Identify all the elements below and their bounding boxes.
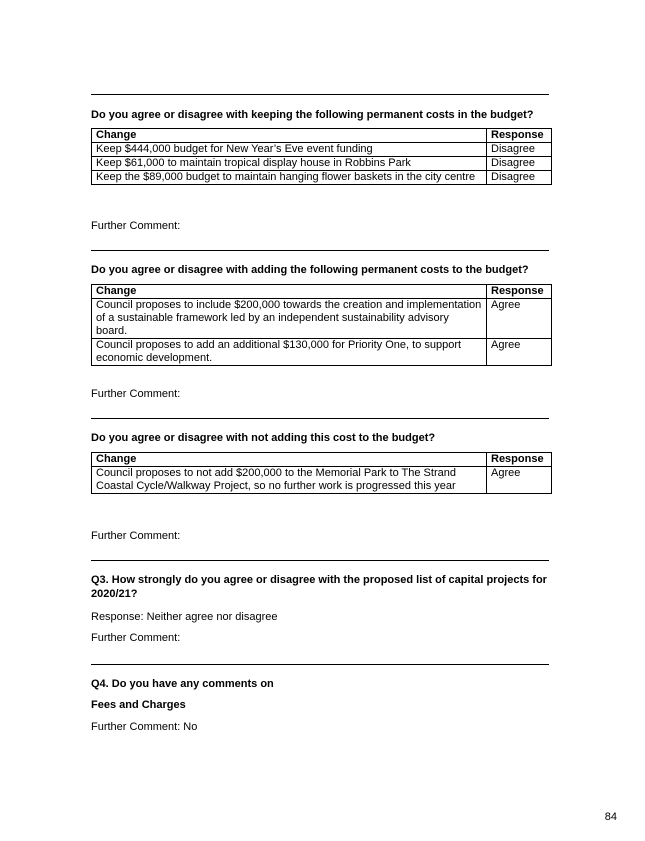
table-row bbox=[92, 299, 552, 339]
table-header-row bbox=[92, 285, 552, 299]
further-comment-1: Further Comment: bbox=[91, 220, 181, 232]
table-not-add-cost bbox=[91, 452, 552, 494]
table-header-row bbox=[92, 129, 552, 143]
response-cell: Disagree bbox=[487, 143, 552, 157]
change-cell: Council proposes to include $200,000 towards the creation and implementation of a sustainable framework led by an independent sustainability advisory board. bbox=[92, 299, 487, 339]
page-number: 84 bbox=[604, 811, 617, 823]
divider-3 bbox=[91, 418, 549, 419]
change-cell: Council proposes to not add $200,000 to the Memorial Park to The Strand Coastal Cycle/Walkway Project, so no further work is progressed this year bbox=[92, 467, 487, 494]
change-cell: Keep $61,000 to maintain tropical display house in Robbins Park bbox=[92, 157, 487, 171]
table-row bbox=[92, 171, 552, 185]
col-change-header: Change bbox=[92, 453, 487, 467]
table-row bbox=[92, 467, 552, 494]
response-cell: Disagree bbox=[487, 171, 552, 185]
divider-2 bbox=[91, 250, 549, 251]
col-change-header: Change bbox=[92, 285, 487, 299]
col-response-header: Response bbox=[487, 129, 552, 143]
question-keep-costs: Do you agree or disagree with keeping the following permanent costs in the budget? bbox=[91, 109, 534, 121]
question-q3: Q3. How strongly do you agree or disagree with the proposed list of capital projects for 2020/21? bbox=[91, 574, 547, 600]
further-comment-q3: Further Comment: bbox=[91, 632, 181, 644]
q3-response: Response: Neither agree nor disagree bbox=[91, 611, 278, 623]
response-cell: Agree bbox=[487, 339, 552, 366]
further-comment-3: Further Comment: bbox=[91, 530, 181, 542]
further-comment-q4: Further Comment: No bbox=[91, 721, 198, 733]
col-response-header: Response bbox=[487, 453, 552, 467]
question-q4: Q4. Do you have any comments on bbox=[91, 678, 274, 690]
table-header-row bbox=[92, 453, 552, 467]
table-keep-costs bbox=[91, 128, 552, 185]
table-add-costs bbox=[91, 284, 552, 366]
table-row bbox=[92, 157, 552, 171]
question-not-add-cost: Do you agree or disagree with not adding this cost to the budget? bbox=[91, 432, 436, 444]
divider-5 bbox=[91, 664, 549, 665]
change-cell: Keep $444,000 budget for New Year’s Eve event funding bbox=[92, 143, 487, 157]
question-add-costs: Do you agree or disagree with adding the following permanent costs to the budget? bbox=[91, 264, 529, 276]
change-cell: Keep the $89,000 budget to maintain hanging flower baskets in the city centre bbox=[92, 171, 487, 185]
further-comment-2: Further Comment: bbox=[91, 388, 181, 400]
divider-1 bbox=[91, 94, 549, 95]
q4-subheading: Fees and Charges bbox=[91, 699, 186, 711]
divider-4 bbox=[91, 560, 549, 561]
response-cell: Agree bbox=[487, 467, 552, 494]
col-change-header: Change bbox=[92, 129, 487, 143]
response-cell: Agree bbox=[487, 299, 552, 339]
col-response-header: Response bbox=[487, 285, 552, 299]
response-cell: Disagree bbox=[487, 157, 552, 171]
change-cell: Council proposes to add an additional $130,000 for Priority One, to support economic development. bbox=[92, 339, 487, 366]
table-row bbox=[92, 143, 552, 157]
table-row bbox=[92, 339, 552, 366]
